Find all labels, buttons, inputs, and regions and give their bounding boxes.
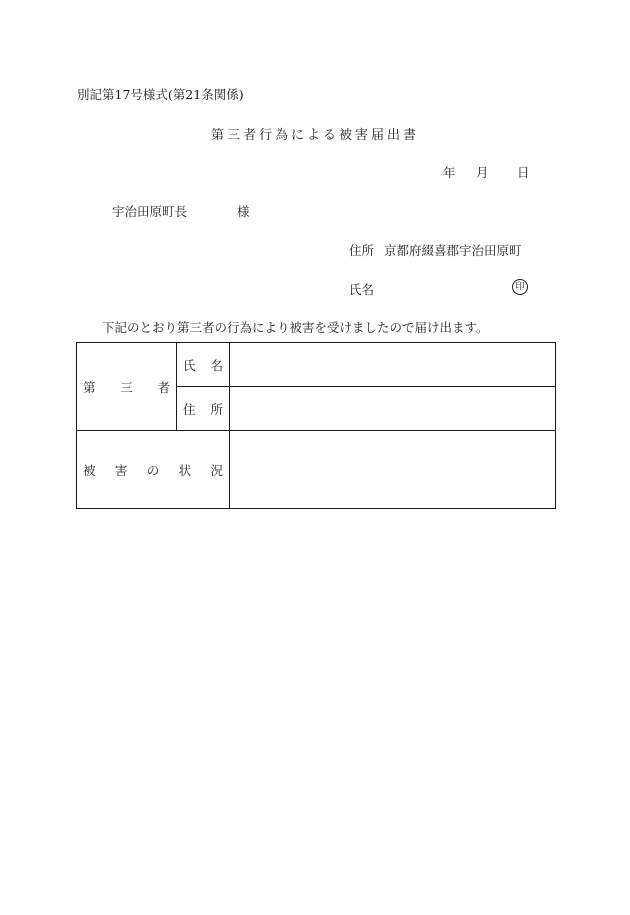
third-party-char: 第: [83, 379, 96, 395]
name-label-char: 名: [210, 357, 223, 373]
name-label-char: 氏: [183, 357, 196, 373]
document-title: 第三者行為による被害届出書: [210, 128, 419, 143]
third-party-char: 三: [120, 379, 133, 395]
name-label-cell: [177, 343, 230, 387]
date-line: [443, 163, 530, 181]
applicant-name: [349, 280, 374, 298]
third-party-address-field[interactable]: [230, 387, 556, 431]
addressee-honorific: 様: [237, 204, 250, 219]
damage-label-char: 況: [210, 462, 223, 478]
damage-label-char: 害: [114, 462, 128, 478]
addressee-name: 宇治田原町長: [112, 204, 188, 219]
table-row: [77, 431, 556, 509]
address-label-char: 所: [210, 401, 223, 417]
seal-icon: 印: [512, 279, 528, 295]
damage-label-char: 被: [83, 462, 96, 478]
damage-label-char: 状: [178, 462, 192, 478]
addressee: [112, 202, 250, 220]
applicant-address-label: 住所: [349, 243, 375, 258]
report-table: [76, 342, 556, 509]
date-month-label: 月: [476, 165, 489, 180]
third-party-name-field[interactable]: [230, 343, 556, 387]
table-row: [77, 343, 556, 387]
damage-label-char: の: [146, 462, 160, 478]
applicant-name-label: 氏名: [349, 282, 375, 297]
third-party-header: [77, 343, 177, 431]
address-label-char: 住: [183, 401, 196, 417]
address-label-cell: [177, 387, 230, 431]
intro-statement: 下記のとおり第三者の行為により被害を受けましたので届け出ます。: [102, 320, 489, 335]
damage-label-cell: [77, 431, 230, 509]
date-day-label: 日: [517, 165, 530, 180]
date-year-label: 年: [443, 165, 456, 180]
applicant-address-value: 京都府綴喜郡宇治田原町: [384, 243, 522, 258]
form-reference: 別記第17号様式(第21条関係): [77, 87, 244, 102]
applicant-address: [349, 241, 522, 259]
third-party-char: 者: [157, 379, 170, 395]
damage-status-field[interactable]: [230, 431, 556, 509]
